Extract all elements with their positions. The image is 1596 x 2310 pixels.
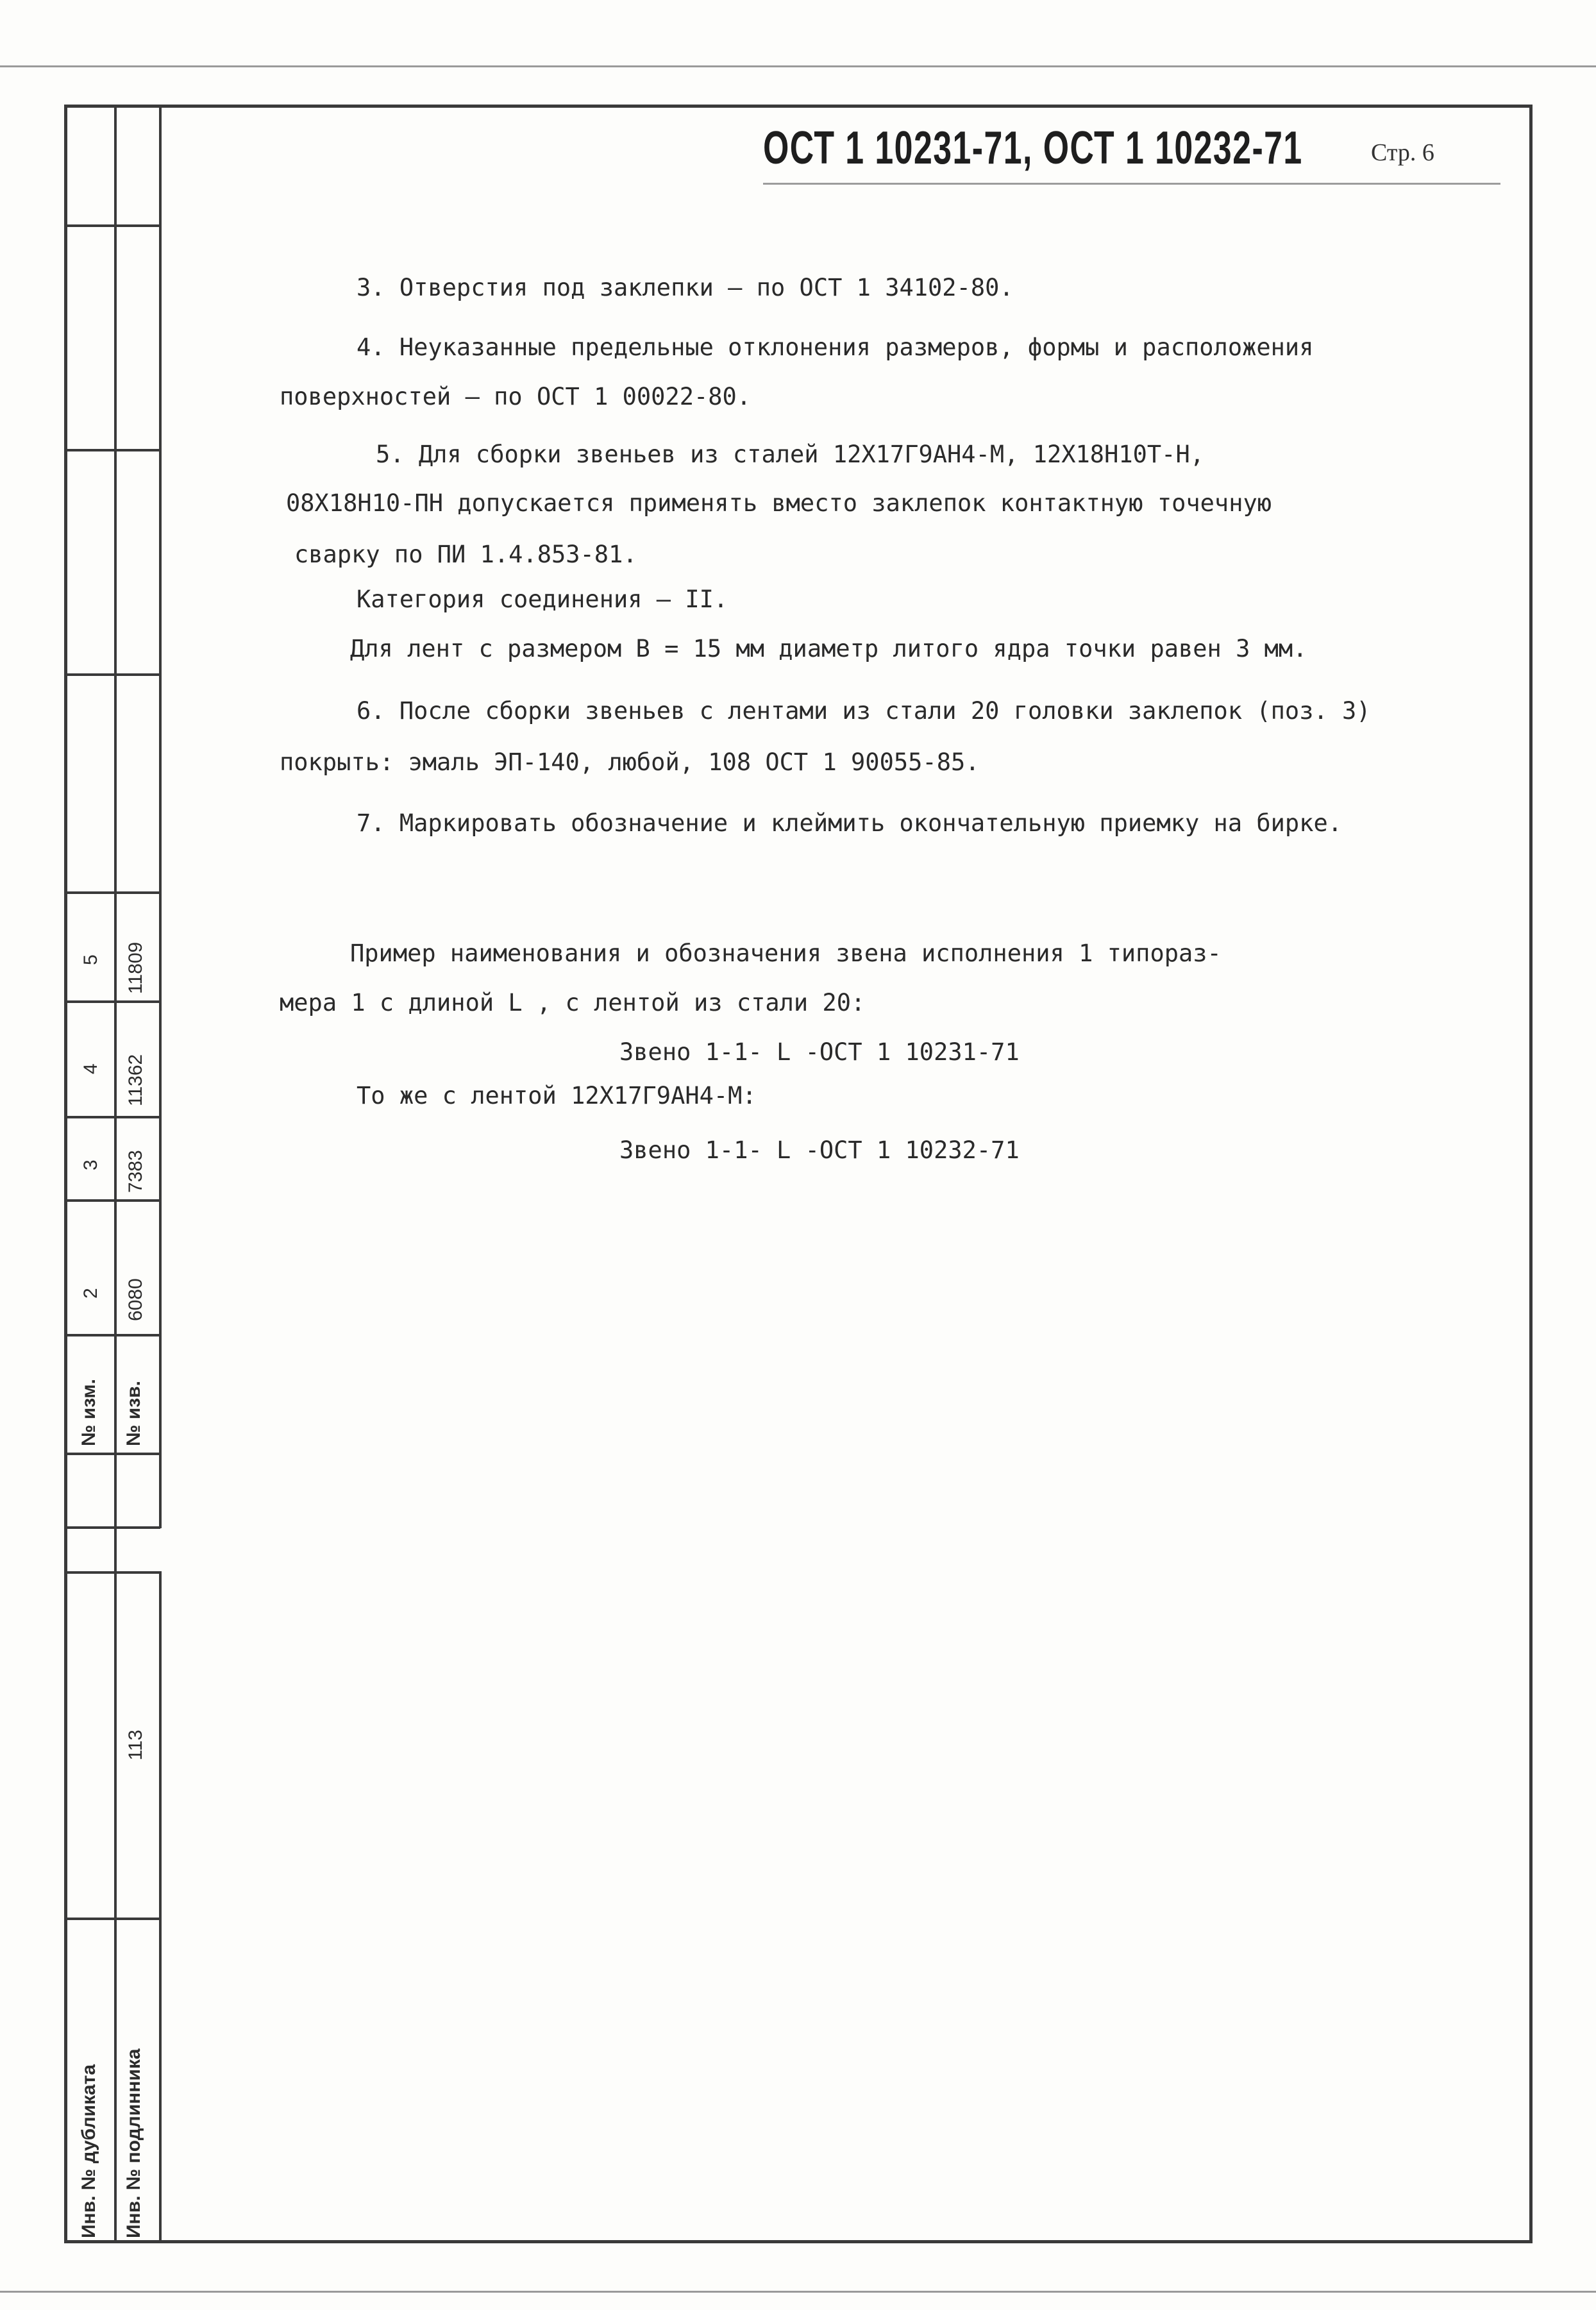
side-row-line xyxy=(64,1000,160,1003)
side-row-line xyxy=(64,1199,160,1202)
notice-label: № изв. xyxy=(123,1381,144,1446)
document-title: ОСТ 1 10231-71, ОСТ 1 10232-71 xyxy=(763,122,1303,174)
original-inventory-number: 113 xyxy=(125,1730,146,1760)
body-line: мера 1 с длиной L , с лентой из стали 20: xyxy=(280,989,866,1016)
page-frame xyxy=(64,105,1533,2243)
side-row-line xyxy=(64,224,160,227)
notice-number: 6080 xyxy=(125,1278,146,1321)
body-line: сварку по ПИ 1.4.853-81. xyxy=(294,541,637,568)
body-line: 3. Отверстия под заклепки – по ОСТ 1 34102-80. xyxy=(357,274,1014,301)
side-row-line xyxy=(64,673,160,676)
side-row-line xyxy=(64,1334,160,1336)
body-line: покрыть: эмаль ЭП-140, любой, 108 ОСТ 1 90055-85. xyxy=(280,748,980,776)
stamp-block-right xyxy=(159,1571,162,2243)
body-line: 08Х18Н10-ПН допускается применять вместо заклепок контактную точечную xyxy=(286,489,1272,517)
notice-number: 11362 xyxy=(125,1054,146,1106)
body-line: То же с лентой 12Х17Г9АН4-М: xyxy=(357,1082,757,1109)
side-outer-line xyxy=(159,105,162,1528)
side-column-divider xyxy=(114,105,117,2243)
notice-number: 7383 xyxy=(125,1150,146,1193)
side-row-line xyxy=(64,891,160,894)
scan-bottom-edge xyxy=(0,2291,1596,2293)
page-number: Стр. 6 xyxy=(1371,139,1434,166)
duplicate-inventory-label: Инв. № дубликата xyxy=(78,2064,99,2238)
original-inventory-label: Инв. № подлинника xyxy=(123,2048,144,2238)
notice-number: 11809 xyxy=(125,941,146,994)
body-line: Звено 1-1- L -ОСТ 1 10231-71 xyxy=(619,1038,1020,1066)
body-line: Пример наименования и обозначения звена исполнения 1 типораз- xyxy=(350,940,1222,967)
revision-number: 5 xyxy=(80,954,101,965)
body-line: 7. Маркировать обозначение и клеймить окончательную приемку на бирке. xyxy=(357,809,1343,837)
scan-top-edge xyxy=(0,65,1596,67)
body-line: 4. Неуказанные предельные отклонения размеров, формы и расположения xyxy=(357,333,1314,361)
body-line: поверхностей – по ОСТ 1 00022-80. xyxy=(280,383,752,410)
revision-number: 3 xyxy=(80,1159,101,1170)
revision-number: 4 xyxy=(80,1063,101,1074)
side-row-line xyxy=(64,449,160,451)
side-row-line xyxy=(64,1116,160,1118)
body-line: 5. Для сборки звеньев из сталей 12Х17Г9АН4-М, 12Х18Н10Т-Н, xyxy=(376,441,1205,468)
stamp-block-top xyxy=(64,1571,160,1574)
stamp-block-line xyxy=(64,1918,160,1920)
side-row-line xyxy=(64,1526,160,1529)
body-line: Для лент с размером В = 15 мм диаметр литого ядра точки равен 3 мм. xyxy=(350,635,1307,662)
header-rule xyxy=(763,183,1500,185)
revision-number: 2 xyxy=(80,1288,101,1299)
side-row-line xyxy=(64,1453,160,1455)
revision-label: № изм. xyxy=(78,1379,99,1446)
body-line: Категория соединения – II. xyxy=(357,586,728,613)
body-line: 6. После сборки звеньев с лентами из стали 20 головки заклепок (поз. 3) xyxy=(357,697,1371,725)
body-line: Звено 1-1- L -ОСТ 1 10232-71 xyxy=(619,1136,1020,1164)
